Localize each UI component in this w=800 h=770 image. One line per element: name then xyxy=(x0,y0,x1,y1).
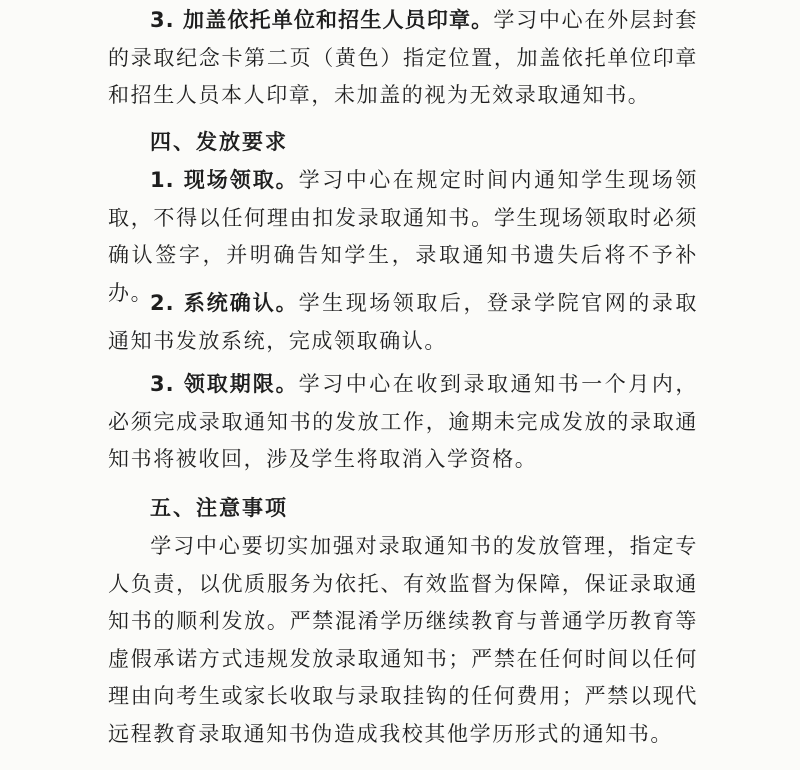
paragraph-lead: 3. 领取期限。 xyxy=(150,372,299,396)
paragraph-lead: 3. 加盖依托单位和招生人员印章。 xyxy=(150,8,494,32)
paragraph-seal-requirement xyxy=(108,2,698,115)
paragraph-pickup-deadline xyxy=(108,366,698,479)
paragraph-text: 学习中心在规定时间内通知学生现场领取，不得以任何理由扣发录取通知书。学生现场领取时必须确认签字，并明确告知学生，录取通知书遗失后将不予补办。 xyxy=(108,168,699,305)
paragraph-text: 学习中心在外层封套的录取纪念卡第二页（黄色）指定位置，加盖依托单位印章和招生人员本人印章，未加盖的视为无效录取通知书。 xyxy=(108,8,698,107)
paragraph-lead: 1. 现场领取。 xyxy=(150,168,299,192)
paragraph-text: 学习中心要切实加强对录取通知书的发放管理，指定专人负责，以优质服务为依托、有效监督为保障，保证录取通知书的顺利发放。严禁混淆学历继续教育与普通学历教育等虚假承诺方式违规发放录取通知书；严禁在任何时间以任何理由向考生或家长收取与录取挂钩的任何费用；严禁以现代远程教育录取通知书伪造成我校其他学历形式的通知书。 xyxy=(108,534,698,746)
paragraph-text: 学生现场领取后，登录学院官网的录取通知书发放系统，完成领取确认。 xyxy=(108,291,699,353)
paragraph-notes-body xyxy=(108,528,698,753)
paragraph-system-confirmation xyxy=(108,285,698,360)
paragraph-text: 学习中心在收到录取通知书一个月内，必须完成录取通知书的发放工作，逾期未完成发放的录取通知书将被收回，涉及学生将取消入学资格。 xyxy=(108,372,699,471)
section-heading-distribution-requirements: 四、发放要求 xyxy=(150,130,288,154)
section-heading-notes: 五、注意事项 xyxy=(150,496,288,520)
paragraph-lead: 2. 系统确认。 xyxy=(150,291,299,315)
